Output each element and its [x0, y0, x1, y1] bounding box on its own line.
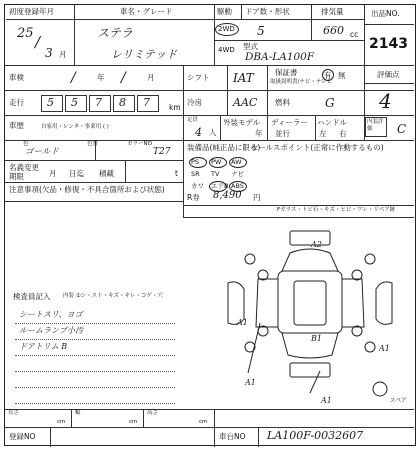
capacity-unit: 人	[209, 128, 217, 137]
score-value: 4	[379, 89, 392, 113]
ac-value: AAC	[233, 96, 258, 109]
width-unit: cm	[129, 419, 138, 425]
equipment-item: PW	[211, 158, 222, 166]
model-value: DBA-LA100F	[245, 51, 315, 63]
first-reg-label: 初度登録年月	[9, 7, 54, 16]
ac-label: 冷房	[187, 98, 202, 107]
sales-point-note: Fガラス・トビ石・キズ・ヒビ・ワレ・リペア跡	[277, 207, 396, 213]
damage-mark-rear: A1	[321, 396, 332, 405]
name-change-month: 月	[49, 169, 57, 178]
fuel-value: G	[325, 96, 335, 110]
equipment-circle	[189, 157, 207, 168]
capacity-label: 定員	[187, 117, 199, 123]
recycle-unit: 円	[253, 193, 261, 202]
mileage-digit: 5	[71, 96, 78, 109]
inspector-note-3: ドアトリム B	[19, 342, 68, 351]
length-label: 長さ	[8, 410, 20, 416]
mileage-digit: 5	[47, 96, 54, 109]
damage-mark-rear-left: A1	[245, 378, 256, 387]
interior-label: 内装評価	[367, 119, 384, 133]
inspector-legend: 内装 ②シ・スト・キズ・キレ・コゲ・穴	[63, 293, 164, 299]
inspector-title: 検査員記入	[13, 292, 51, 301]
handle-right: 右	[339, 129, 347, 138]
mileage-label: 走行	[9, 98, 24, 107]
doors-label: ドア数・形状	[245, 7, 290, 16]
displacement-label: 排気量	[321, 7, 344, 16]
length-unit: cm	[57, 419, 66, 425]
lot-label: 出品NO.	[371, 9, 400, 18]
inspector-note-1: シートスリ、ヨゴ	[19, 310, 83, 319]
shift-label: シフト	[187, 73, 210, 82]
lot-number: 2143	[369, 36, 408, 52]
displacement-value: 660	[323, 24, 344, 37]
color-label: 色	[23, 141, 29, 147]
spare-label: スペア	[390, 398, 407, 404]
equipment-circle	[229, 157, 247, 168]
model-label: 型式	[243, 42, 258, 51]
warranty-sub: 取扱説明書/ナビ・テレビ	[270, 79, 333, 85]
color-code-label: カラーNO	[127, 141, 152, 147]
equipment-item: エアB	[211, 182, 229, 190]
mileage-unit: km	[169, 103, 181, 112]
mileage-digit: 8	[119, 96, 126, 109]
warranty-no: 無	[338, 71, 346, 80]
handle-label: ハンドル	[317, 118, 347, 127]
frame-no-label: 車台NO	[219, 432, 246, 441]
equipment-item: AW	[231, 158, 242, 166]
equipment-item: TV	[211, 170, 220, 178]
body-change-label: 外装モデル	[223, 118, 261, 127]
month-unit: 月	[59, 50, 67, 59]
height-unit: cm	[199, 419, 208, 425]
name-change-day: 日迄	[69, 169, 84, 178]
equipment-item: PS	[191, 158, 200, 166]
first-reg-year: 25	[17, 26, 34, 41]
auction-sheet	[4, 4, 416, 446]
fuel-label: 燃料	[275, 98, 290, 107]
equipment-item: ナビ	[231, 170, 244, 178]
equipment-item: ABS	[231, 182, 244, 190]
doors-value: 5	[257, 24, 265, 38]
damage-mark-left: A1	[237, 318, 248, 327]
equipment-item: SR	[191, 170, 200, 178]
dealer-label: ディーラー	[271, 118, 308, 127]
history-options: 自家用・レンタ・事業用 ( )	[41, 124, 109, 130]
displacement-unit: cc	[350, 30, 359, 39]
color-no-label: 色替	[87, 141, 99, 147]
shift-value: IAT	[233, 71, 254, 85]
inspection-label: 車検	[9, 73, 24, 82]
capacity-value: 4	[195, 126, 202, 139]
body-change-unit: 年	[255, 129, 263, 138]
inspection-year-unit: 年	[97, 73, 105, 82]
reg-no-label: 登録NO	[9, 432, 36, 441]
handle-left: 左	[319, 129, 327, 138]
damage-mark-center: B1	[311, 334, 322, 343]
dealer-sub: 並行	[275, 129, 290, 138]
color-value: ゴールド	[25, 147, 59, 157]
mileage-digit: 7	[143, 96, 150, 109]
inspection-value: /	[71, 70, 76, 86]
grade: レリミテッド	[111, 48, 177, 61]
year-separator: /	[35, 33, 41, 51]
warranty-label: 保証書	[275, 68, 298, 77]
history-label: 車歴	[9, 121, 24, 130]
car-name-label: 車名・グレード	[120, 7, 173, 16]
notes-label: 注意事項(欠品・修復・不具合箇所および状態)	[9, 185, 165, 194]
recycle-label: R券	[187, 193, 200, 202]
inspection-value-2: /	[121, 70, 126, 86]
sales-point-label: セールスポイント(正常に作動するもの)	[251, 143, 384, 152]
name-change-label: 名義変更期限	[9, 163, 39, 181]
height-label: 高さ	[147, 410, 159, 416]
car-name: ステラ	[97, 26, 133, 40]
recycle-value: 8,490	[213, 190, 242, 201]
warranty-yes: 有	[324, 71, 332, 80]
mileage-digit: 7	[95, 96, 102, 109]
inspection-month-unit: 月	[147, 73, 155, 82]
drive-4wd: 4WD	[218, 46, 235, 54]
drive-2wd: 2WD	[218, 25, 235, 33]
damage-mark-right: A1	[379, 344, 390, 353]
color-code: T27	[153, 147, 171, 157]
equipment-item: カワ	[191, 182, 204, 190]
drive-label: 駆動	[217, 7, 232, 16]
damage-mark-top: A2	[311, 240, 322, 249]
width-label: 幅	[75, 410, 81, 416]
score-label: 評価点	[377, 70, 400, 79]
load-unit: t	[175, 169, 178, 178]
equipment-circle	[209, 157, 227, 168]
load-label: 積載	[99, 169, 114, 178]
frame-no: LA100F-0032607	[267, 429, 364, 442]
interior-value: C	[397, 122, 407, 136]
first-reg-month: 3	[45, 46, 53, 60]
equipment-title: 装備品(純正品に限る)	[187, 143, 261, 152]
inspector-note-2: ルームランプ小汚	[19, 326, 83, 335]
